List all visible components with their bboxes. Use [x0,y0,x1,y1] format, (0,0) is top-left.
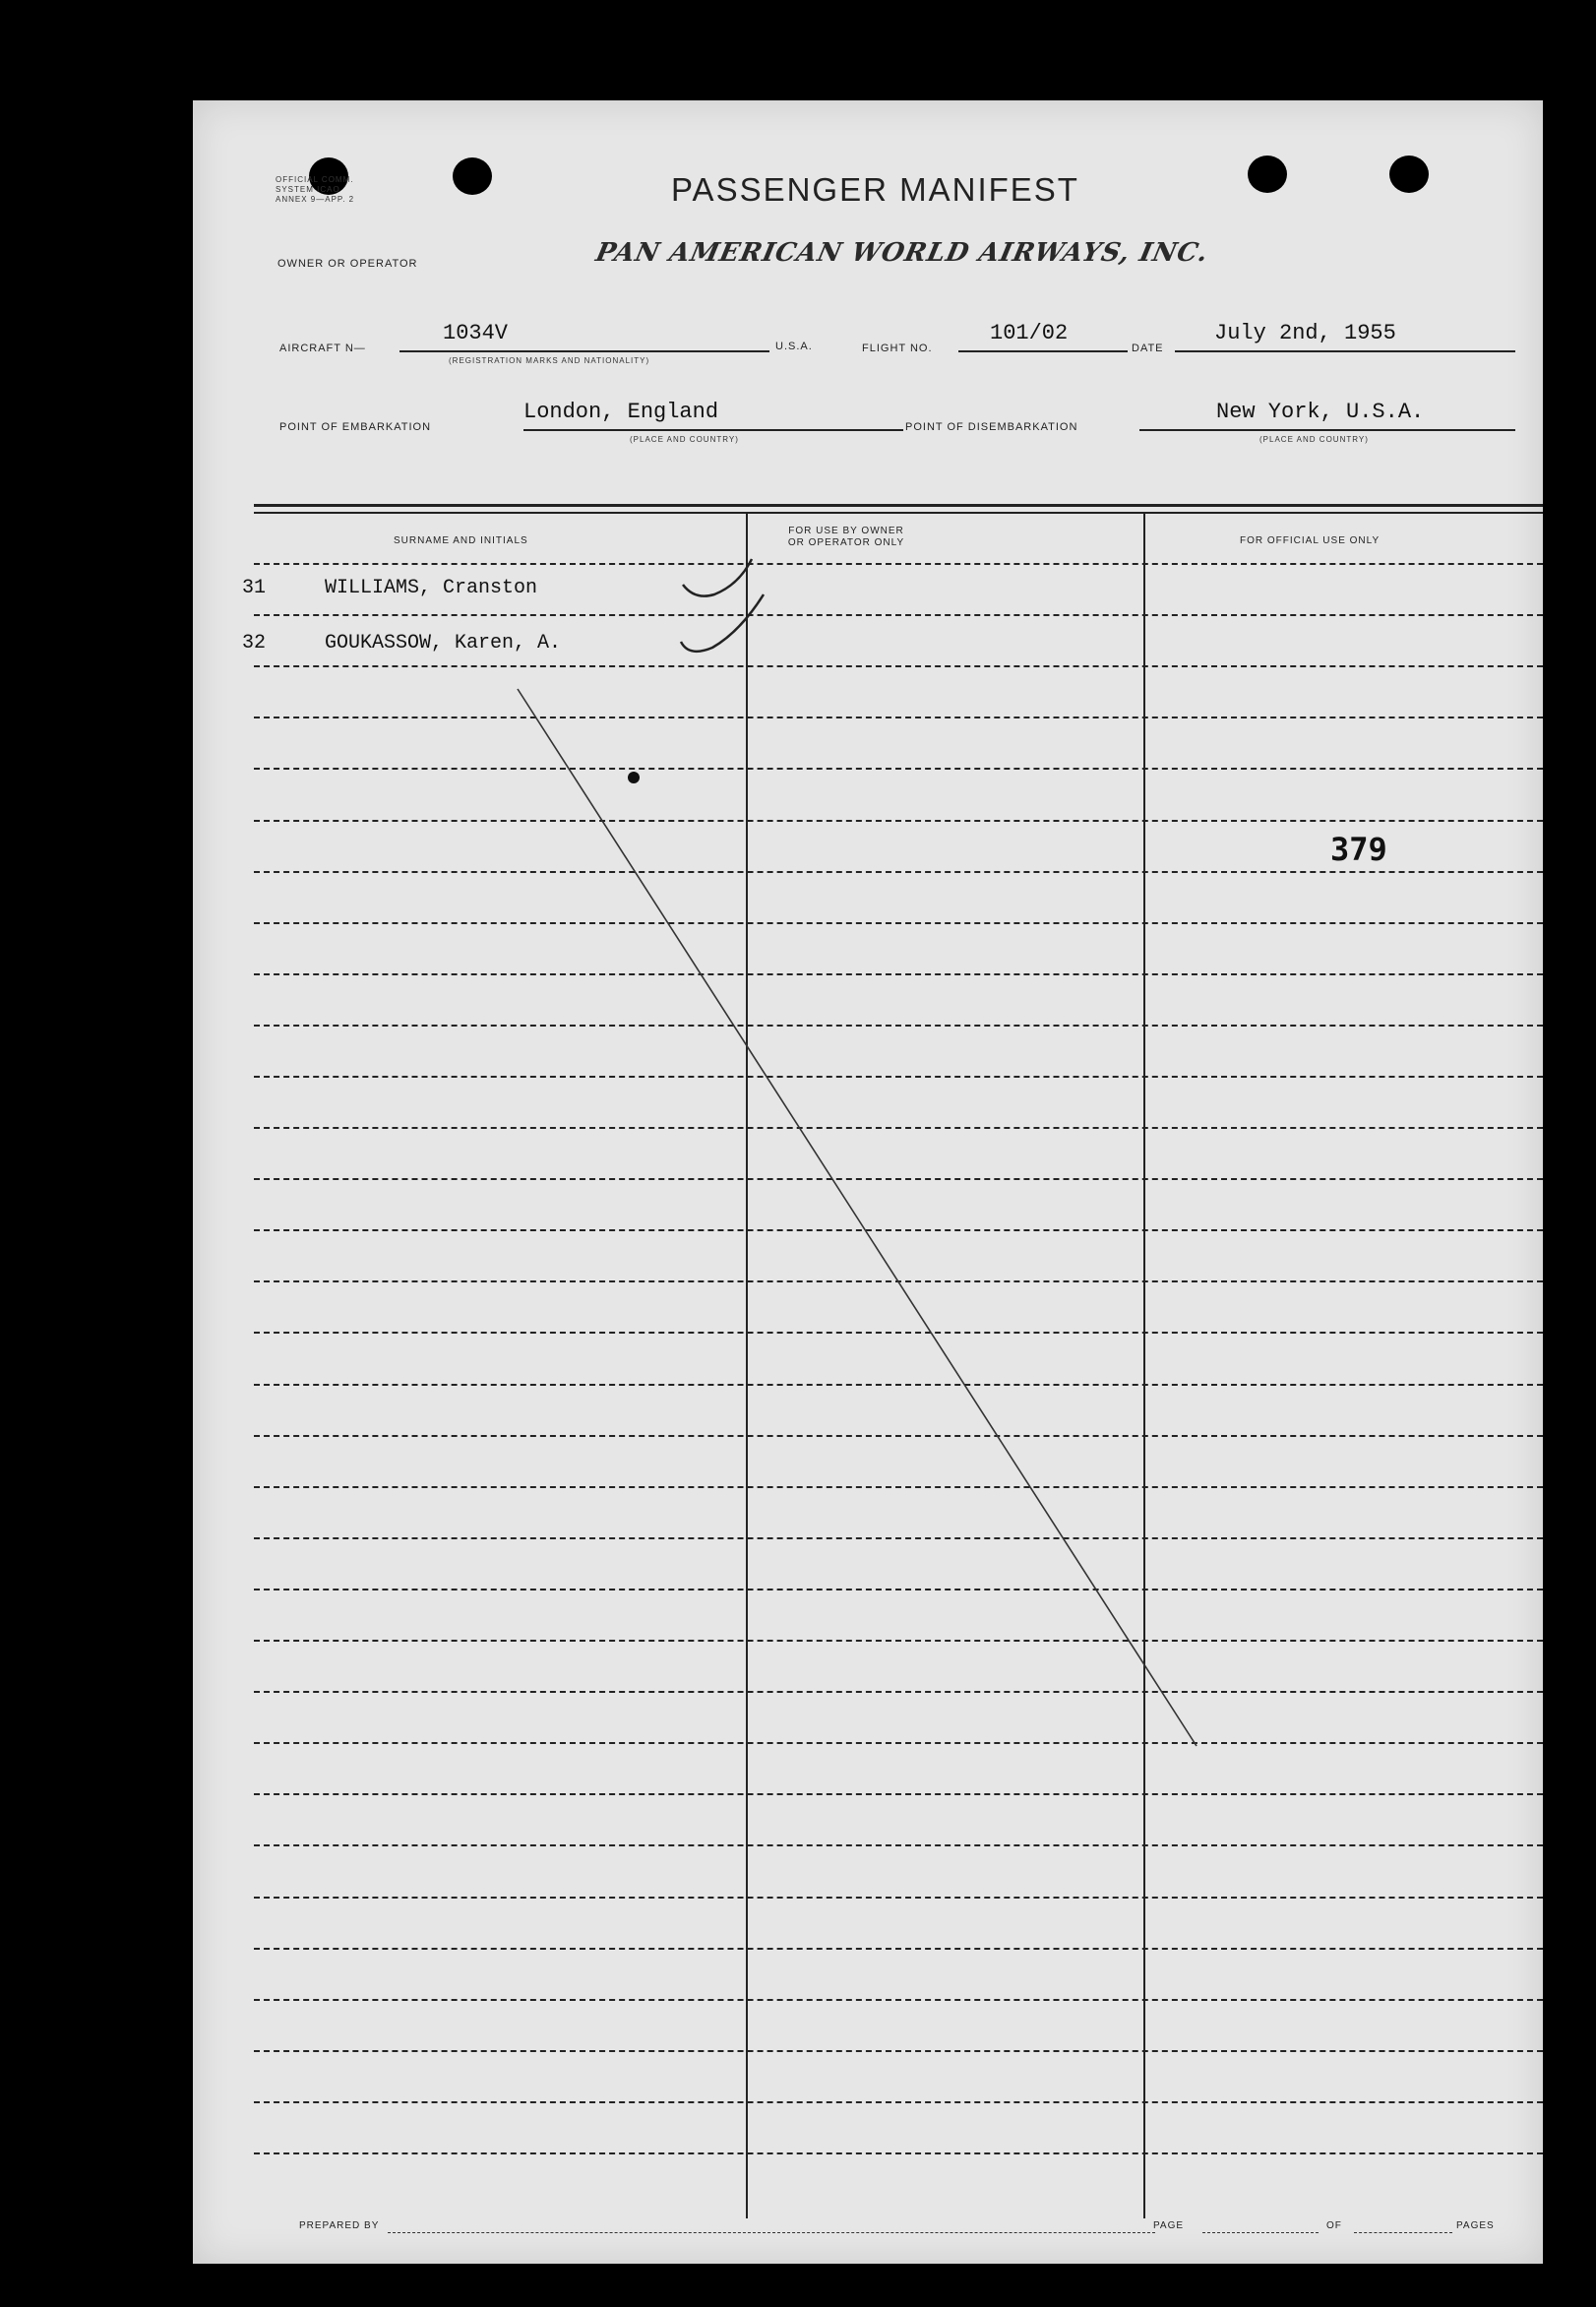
embarkation-note: (PLACE AND COUNTRY) [630,435,739,444]
form-reference-note: OFFICIAL COMM. SYSTEM ICAO ANNEX 9—APP. 2 [276,175,355,204]
column-header-surname: SURNAME AND INITIALS [394,535,528,546]
column-header-official: FOR OFFICIAL USE ONLY [1240,535,1381,546]
disembarkation-note: (PLACE AND COUNTRY) [1259,435,1369,444]
embarkation-value: London, England [523,400,719,424]
check-mark-icon [681,594,764,652]
usa-label: U.S.A. [775,341,813,352]
page-label: PAGE [1153,2220,1185,2231]
ink-blot [628,772,640,783]
official-number: 379 [1330,831,1387,868]
disembarkation-value: New York, U.S.A. [1216,400,1425,424]
row-number: 31 [242,577,267,599]
manifest-page [193,100,1543,2264]
handwritten-marks [193,100,1543,2264]
of-label: OF [1326,2220,1342,2231]
prepared-by-label: PREPARED BY [299,2220,380,2231]
passenger-name: GOUKASSOW, Karen, A. [325,632,562,655]
column-header-owner-line2: OR OPERATOR ONLY [787,537,905,548]
passenger-name: WILLIAMS, Cranston [325,577,538,599]
flight-label: FLIGHT NO. [862,343,933,354]
page-title: PASSENGER MANIFEST [671,171,1079,208]
row-number: 32 [242,632,267,655]
flight-value: 101/02 [990,321,1069,345]
check-mark-icon [683,559,752,596]
date-label: DATE [1132,343,1164,354]
cancellation-line [518,689,1197,1746]
operator-name: PAN AMERICAN WORLD AIRWAYS, INC. [592,238,1211,268]
column-header-owner-line1: FOR USE BY OWNER [788,526,904,536]
aircraft-value: 1034V [443,321,509,345]
owner-label: OWNER OR OPERATOR [277,258,418,270]
registration-note: (REGISTRATION MARKS AND NATIONALITY) [449,356,650,365]
embarkation-label: POINT OF EMBARKATION [279,421,432,433]
aircraft-label: AIRCRAFT N— [279,343,366,354]
date-value: July 2nd, 1955 [1214,321,1396,345]
disembarkation-label: POINT OF DISEMBARKATION [905,421,1078,433]
pages-label: PAGES [1456,2220,1495,2231]
